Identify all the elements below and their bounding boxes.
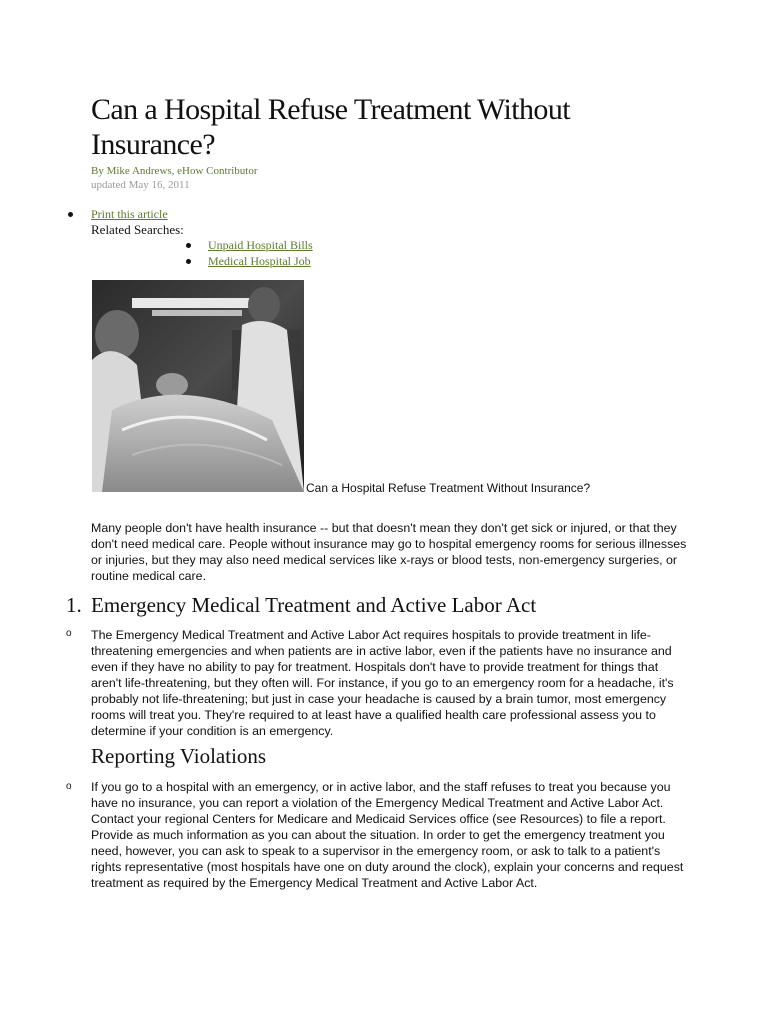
article-photo xyxy=(92,280,304,492)
bullet-icon xyxy=(186,243,191,248)
intro-paragraph: Many people don't have health insurance -- but that doesn't mean they don't get sick or injured, or that they don't need medical care. People without insurance may go to hospital emergency rooms for serious illnesses or injuries, but they may also need medical services like x-rays or blood tests, non-emergency surgeries, or routine medical care. xyxy=(91,521,687,583)
related-searches-label: Related Searches: xyxy=(91,222,184,237)
list-marker: o xyxy=(66,781,72,792)
related-link-unpaid-hospital-bills[interactable]: Unpaid Hospital Bills xyxy=(208,238,313,252)
list-marker: o xyxy=(66,628,72,639)
print-article-link[interactable]: Print this article xyxy=(91,207,168,221)
related-link-medical-hospital-job[interactable]: Medical Hospital Job xyxy=(208,254,311,268)
section-body-emtala: The Emergency Medical Treatment and Active Labor Act requires hospitals to provide treatment in life-threatening emergencies and when patients are in active labor, even if the patients have no insurance and even if they have no ability to pay for treatment. Hospitals don't have to provide treatment for things that aren't life-threatening, but they often will. For instance, if you go to an emergency room for a headache, it's probably not life-threatening; but just in case your headache is caused by a brain tumor, most emergency rooms will treat you. They're required to at least have a qualified health care professional assess you to determine if your condition is an emergency. xyxy=(91,628,674,738)
image-caption: Can a Hospital Refuse Treatment Without Insurance? xyxy=(306,481,591,495)
bullet-icon xyxy=(186,259,191,264)
updated-date: updated May 16, 2011 xyxy=(91,179,190,191)
section-number: 1. xyxy=(66,593,82,617)
bullet-icon xyxy=(68,212,73,217)
section-heading-emtala: Emergency Medical Treatment and Active Labor Act xyxy=(91,593,537,617)
section-body-reporting-violations: If you go to a hospital with an emergency, or in active labor, and the staff refuses to treat you because you have no insurance, you can report a violation of the Emergency Medical Treatment and Active Labor Act. Contact your regional Centers for Medicare and Medicaid Services office (see Resources) to file a report. Provide as much information as you can about the situation. In order to get the emergency treatment you need, however, you can ask to speak to a supervisor in the emergency room, or ask to talk to a patient's rights representative (most hospitals have one on duty around the clock), explain your concerns and request treatment as required by the Emergency Medical Treatment and Active Labor Act. xyxy=(91,780,684,890)
section-heading-reporting-violations: Reporting Violations xyxy=(91,744,267,768)
author-byline[interactable]: By Mike Andrews, eHow Contributor xyxy=(91,165,258,177)
article-title: Can a Hospital Refuse Treatment Without Insurance? xyxy=(91,93,570,161)
